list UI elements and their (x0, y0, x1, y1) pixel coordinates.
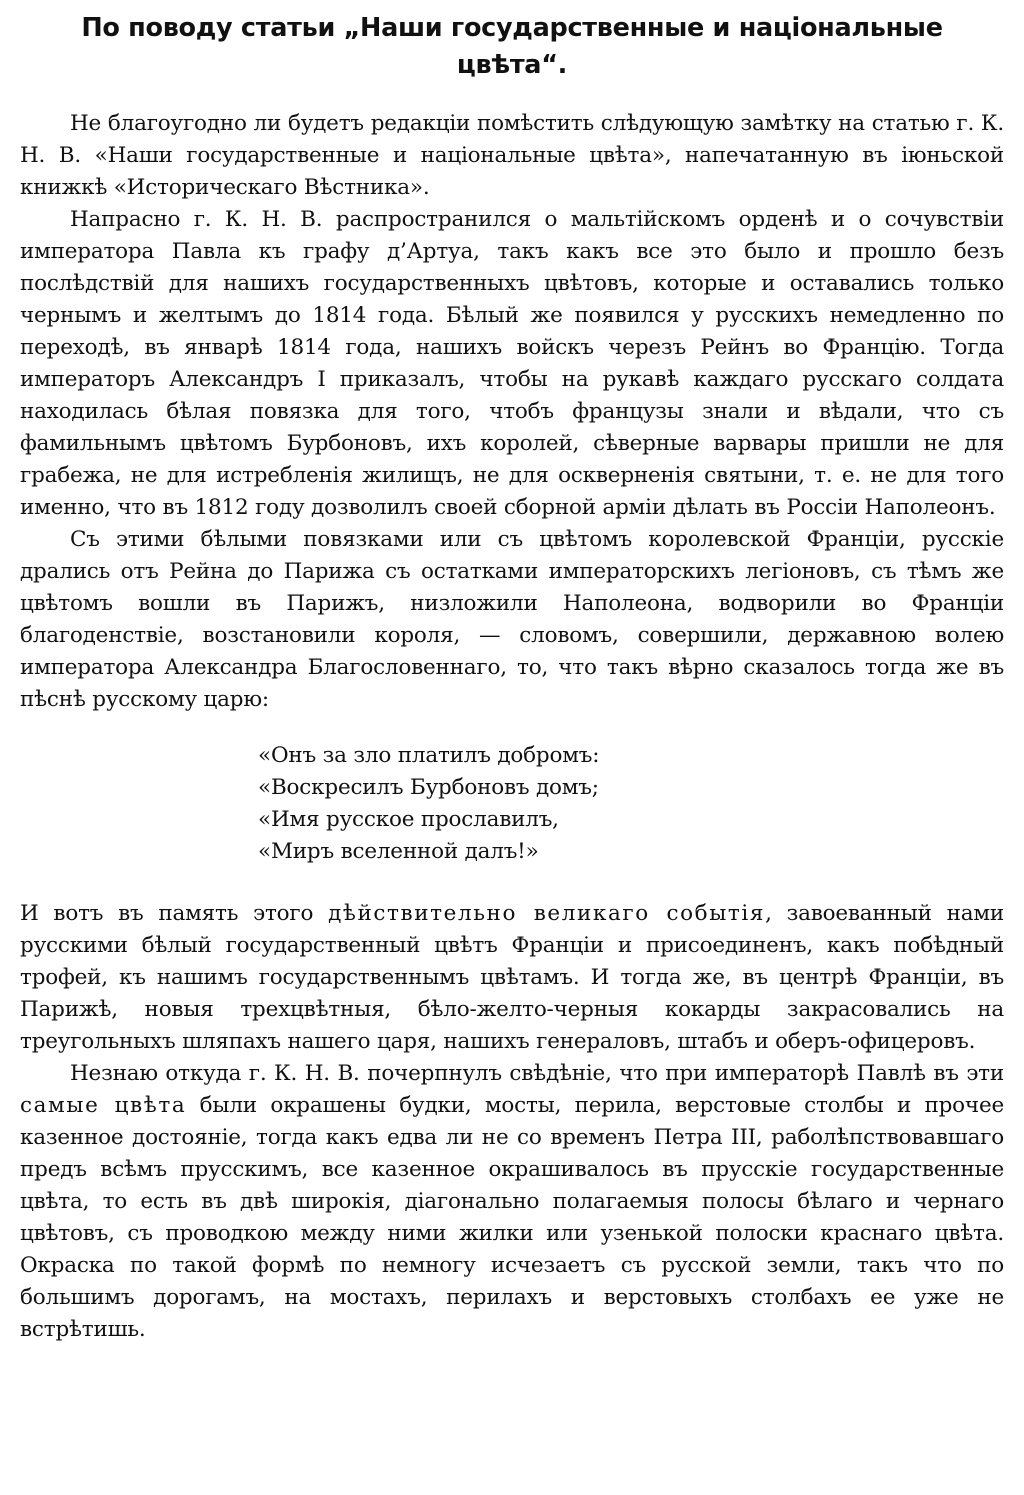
paragraph-4-text-rest: , завоеванный нами русскими бѣлый государственный цвѣтъ Франціи и присоединенъ, какъ побѣдный трофей, къ нашимъ государственнымъ цвѣтамъ. И тогда же, въ центрѣ Франціи, въ Парижѣ, новыя трехцвѣтныя, бѣло-желто-черныя кокарды закрасовались на треугольныхъ шляпахъ нашего царя, нашихъ генераловъ, штабъ и оберъ-офицеровъ. (20, 901, 1004, 1054)
verse-quote (258, 740, 1004, 868)
paragraph-1: Не благоугодно ли будетъ редакціи помѣстить слѣдующую замѣтку на статью г. К. Н. В. «Наши государственные и національные цвѣта», напечатанную въ іюньской книжкѣ «Историческаго Вѣстника». (20, 111, 1004, 200)
paragraph-5-text-rest: были окрашены будки, мосты, перила, верстовые столбы и прочее казенное достояніе, тогда какъ едва ли не со временъ Петра III, раболѣпствовавшаго предъ всѣмъ прусскимъ, все казенное окрашивалось въ прусскіе государственные цвѣта, то есть въ двѣ широкія, діагонально полагаемыя полосы бѣлаго и чернаго цвѣтовъ, съ проводкою между ними жилки или узенькой полоски краснаго цвѣта. Окраска по такой формѣ по немногу исчезаетъ съ русской земли, такъ что по большимъ дорогамъ, на мостахъ, перилахъ и верстовыхъ столбахъ ее уже не встрѣтишь. (20, 1093, 1004, 1342)
document-page (20, 10, 1004, 1346)
paragraph-4 (20, 898, 1004, 1058)
paragraph-3: Съ этими бѣлыми повязками или съ цвѣтомъ королевской Франціи, русскіе дрались отъ Рейна до Парижа съ остатками императорскихъ легіоновъ, съ тѣмъ же цвѣтомъ вошли въ Парижъ, низложили Наполеона, водворили во Франціи благоденствіе, возстановили короля, — словомъ, совершили, державною волею императора Александра Благословеннаго, то, что такъ вѣрно сказалось тогда же въ пѣснѣ русскому царю: (20, 527, 1004, 712)
paragraph-4-emphasis: дѣйствительно великаго событія (328, 901, 766, 926)
verse-line: «Онъ за зло платилъ добромъ: (258, 743, 600, 768)
paragraph-5 (20, 1058, 1004, 1346)
paragraph-5-text: Незнаю откуда г. К. Н. В. почерпнулъ свѣдѣніе, что при императорѣ Павлѣ въ эти (70, 1061, 1004, 1086)
verse-line: «Миръ вселенной далъ!» (258, 839, 539, 864)
paragraph-5-emphasis: самые цвѣта (20, 1093, 187, 1118)
verse-line: «Воскресилъ Бурбоновъ домъ; (258, 775, 599, 800)
paragraph-2: Напрасно г. К. Н. В. распространился о мальтійскомъ орденѣ и о сочувствіи императора Павла къ графу д’Артуа, такъ какъ все это было и прошло безъ послѣдствій для нашихъ государственныхъ цвѣтовъ, которые и оставались только чернымъ и желтымъ до 1814 года. Бѣлый же появился у русскихъ немедленно по переходѣ, въ январѣ 1814 года, нашихъ войскъ черезъ Рейнъ во Францію. Тогда императоръ Александръ I приказалъ, чтобы на рукавѣ каждаго русскаго солдата находилась бѣлая повязка для того, чтобъ французы знали и вѣдали, что съ фамильнымъ цвѣтомъ Бурбоновъ, ихъ королей, сѣверные варвары пришли не для грабежа, не для истребленія жилищъ, не для оскверненія святыни, т. е. не для того именно, что въ 1812 году дозволилъ своей сборной арміи дѣлать въ Россіи Наполеонъ. (20, 207, 1004, 520)
verse-line: «Имя русское прославилъ, (258, 807, 559, 832)
paragraph-4-text: И вотъ въ память этого (20, 901, 329, 926)
article-title: По поводу статьи „Наши государственные и національные цвѣта“. (81, 13, 943, 80)
